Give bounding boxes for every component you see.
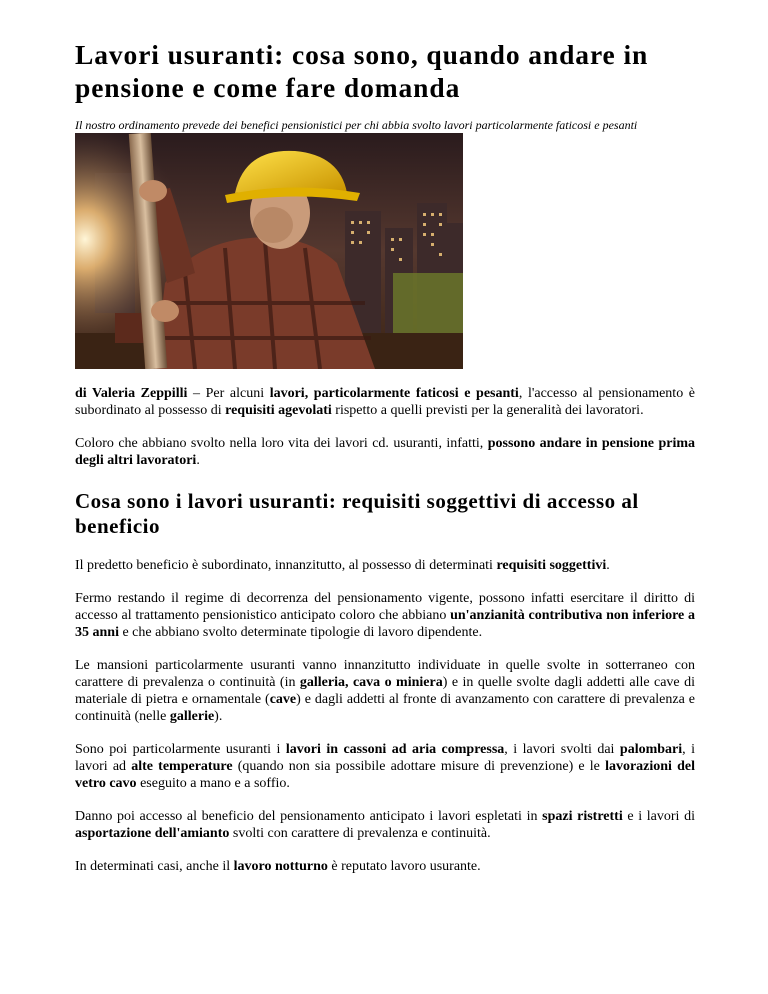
article-subtitle: Il nostro ordinamento prevede dei benefici pensionistici per chi abbia svolto lavori particolarmente faticosi e pesanti bbox=[75, 118, 638, 132]
section-heading: Cosa sono i lavori usuranti: requisiti soggettivi di accesso al beneficio bbox=[75, 489, 639, 538]
article-title: Lavori usuranti: cosa sono, quando andare in pensione e come fare domanda bbox=[75, 39, 649, 103]
article-photo bbox=[75, 133, 463, 369]
paragraph: Danno poi accesso al beneficio del pensionamento anticipato i lavori espletati in spazi ristretti e i lavori di asportazione dell'amianto svolti con carattere di prevalenza e continuità. bbox=[75, 809, 695, 841]
paragraph: In determinati casi, anche il lavoro notturno è reputato lavoro usurante. bbox=[75, 859, 481, 874]
paragraph: Coloro che abbiano svolto nella loro vita dei lavori cd. usuranti, infatti, possono andare in pensione prima degli altri lavoratori. bbox=[75, 436, 696, 468]
article bbox=[75, 38, 695, 875]
lead-paragraph: di Valeria Zeppilli – Per alcuni lavori, particolarmente faticosi e pesanti, l'accesso al pensionamento è subordinato al possesso di requisiti agevolati rispetto a quelli previsti per la generalità dei lavoratori. bbox=[75, 386, 696, 418]
author-byline: di Valeria Zeppilli bbox=[75, 386, 188, 401]
paragraph: Fermo restando il regime di decorrenza del pensionamento vigente, possono infatti esercitare il diritto di accesso al trattamento pensionistico anticipato coloro che abbiano un'anzianità contributiva non inferiore a 35 anni e che abbiano svolto determinate tipologie di lavoro dipendente. bbox=[75, 591, 695, 640]
paragraph: Il predetto beneficio è subordinato, innanzitutto, al possesso di determinati requisiti soggettivi. bbox=[75, 558, 610, 573]
paragraph: Le mansioni particolarmente usuranti vanno innanzitutto individuate in quelle svolte in sotterraneo con carattere di prevalenza o continuità (in galleria, cava o miniera) e in quelle svolte dagli addetti alle cave di materiale di pietra e ornamentale (cave) e dagli addetti al fronte di avanzamento con carattere di prevalenza e continuità (nelle gallerie). bbox=[75, 658, 695, 724]
paragraph: Sono poi particolarmente usuranti i lavori in cassoni ad aria compressa, i lavori svolti dai palombari, i lavori ad alte temperature (quando non sia possibile adottare misure di prevenzione) e le lavorazioni del vetro cavo eseguito a mano e a soffio. bbox=[75, 742, 696, 791]
